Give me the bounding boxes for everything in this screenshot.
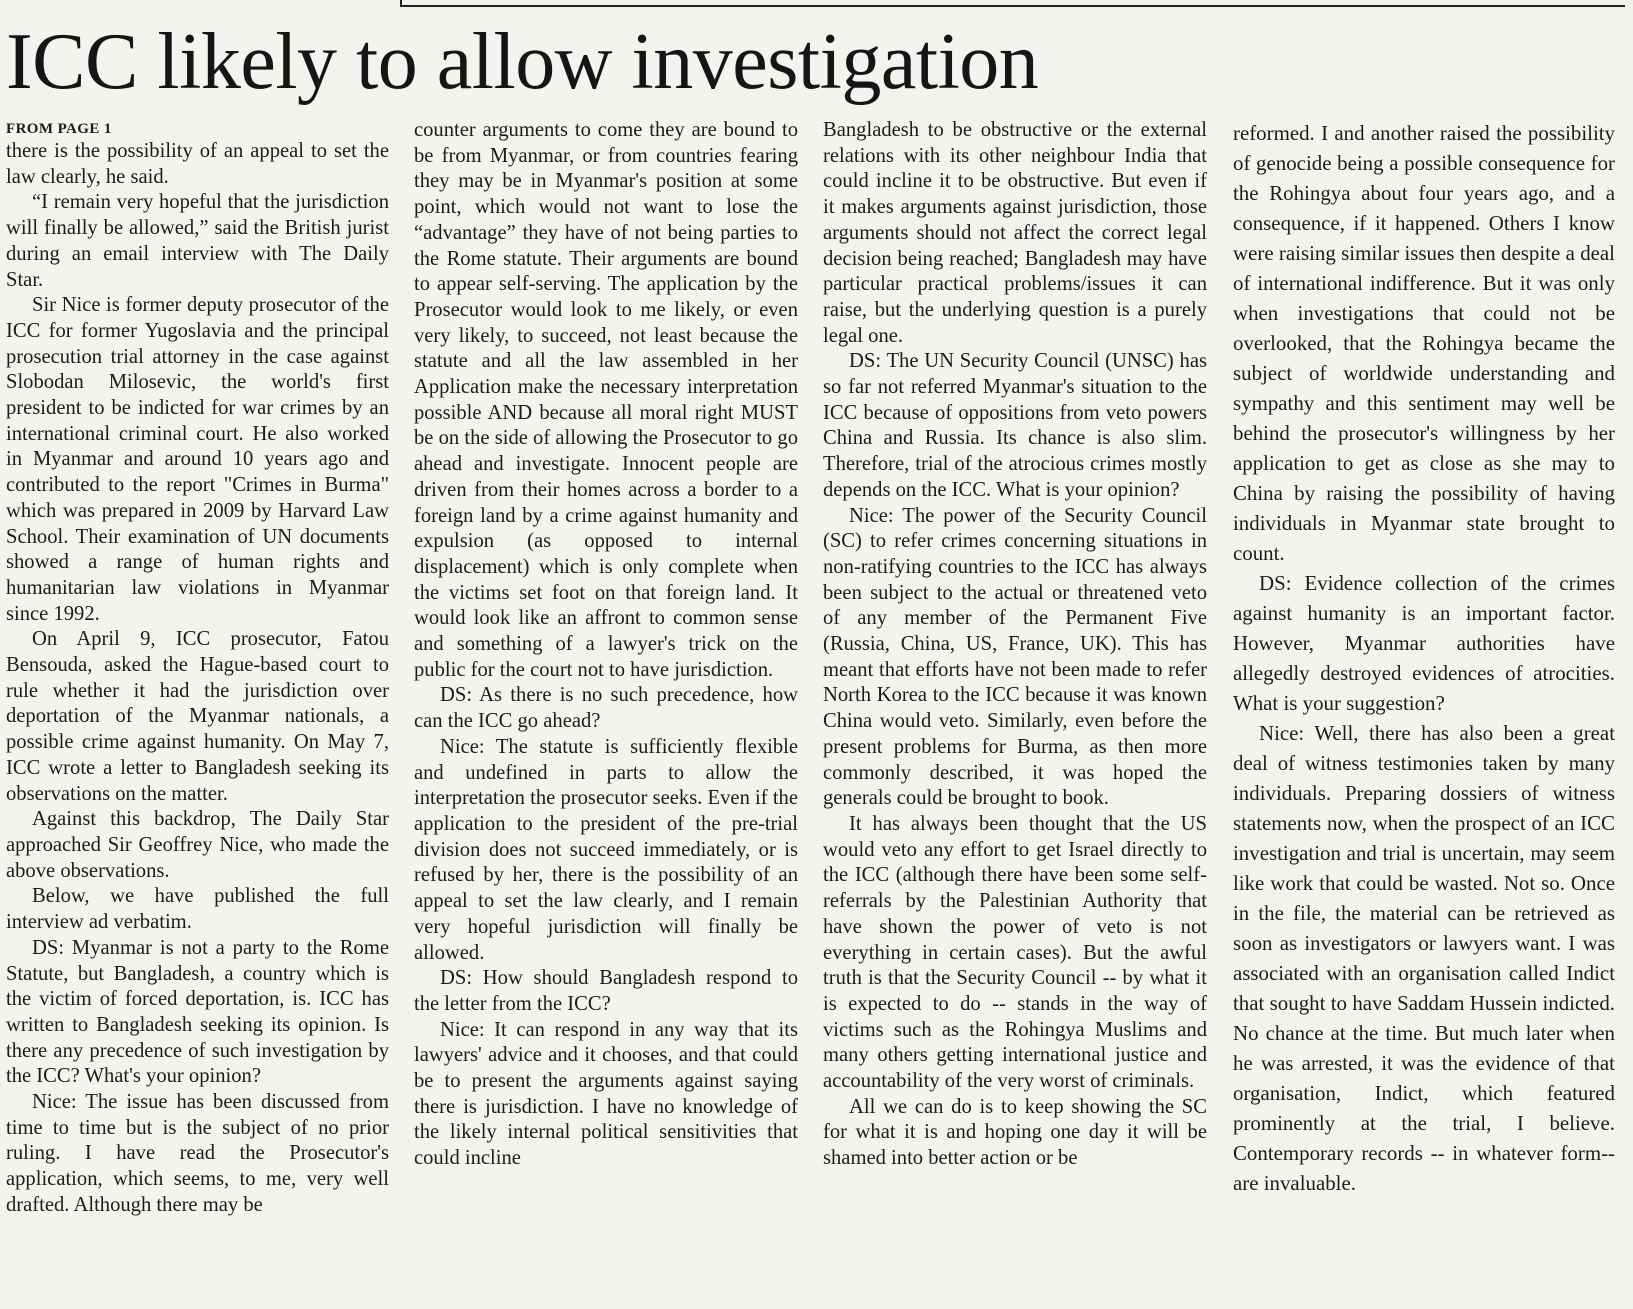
paragraph: DS: How should Bangladesh respond to the letter from the ICC? xyxy=(414,967,798,1015)
paragraph: Nice: Well, there has also been a great deal of witness testimonies taken by many individuals. Preparing dossiers of witness statements now, when the prospect of an ICC investigation and trial is uncertain, may seem like work that could be wasted. Not so. Once in the file, the material can be retrieved as soon as investigators or lawyers want. I was associated with an organisation called Indict that sought to have Saddam Hussein indicted. No chance at the time. But much later when he was arrested, it was the evidence of that organisation, Indict, which featured prominently at the trial, I believe. Contemporary records -- in whatever form-- are invaluable. xyxy=(1233,721,1615,1195)
article-column-2 xyxy=(414,118,798,1303)
top-border-rule xyxy=(400,0,1625,7)
paragraph: DS: Myanmar is not a party to the Rome Statute, but Bangladesh, a country which is the victim of forced deportation, is. ICC has written to Bangladesh seeking its opinion. Is there any precedence of such investigation by the ICC? What's your opinion? xyxy=(6,936,389,1088)
paragraph: It has always been thought that the US would veto any effort to get Israel directly to the ICC (although there have been some self-referrals by the Palestinian Authority that have shown the power of veto is not everything in certain cases). But the awful truth is that the Security Council -- by what it is expected to do -- stands in the way of victims such as the Rohingya Muslims and many others getting international justice and accountability of the very worst of criminals. xyxy=(823,812,1207,1093)
headline: ICC likely to allow investigation xyxy=(6,18,1039,106)
paragraph: “I remain very hopeful that the jurisdiction will finally be allowed,” said the British jurist during an email interview with The Daily Star. xyxy=(6,191,389,291)
article-column-4 xyxy=(1233,118,1615,1303)
paragraph: counter arguments to come they are bound to be from Myanmar, or from countries fearing they may be in Myanmar's position at some point, which would not want to lose the “advantage” they have of not being parties to the Rome statute. Their arguments are bound to appear self-serving. The application by the Prosecutor would look to me likely, or even very likely, to succeed, not least because the statute and all the law assembled in her Application make the necessary interpretation possible AND because all moral right MUST be on the side of allowing the Prosecutor to go ahead and investigate. Innocent people are driven from their homes across a border to a foreign land by a crime against humanity and expulsion (as opposed to internal displacement) which is only complete when the victims set foot on that foreign land. It would look like an affront to common sense and something of a lawyer's trick on the public for the court not to have jurisdiction. xyxy=(414,119,798,681)
paragraph: DS: Evidence collection of the crimes against humanity is an important factor. However, Myanmar authorities have allegedly destroyed evidences of atrocities. What is your suggestion? xyxy=(1233,571,1615,715)
paragraph: Bangladesh to be obstructive or the external relations with its other neighbour India that could incline it to be obstructive. But even if it makes arguments against jurisdiction, those arguments should not affect the correct legal decision being reached; Bangladesh may have particular practical problems/issues it can raise, but the underlying question is a purely legal one. xyxy=(823,119,1207,347)
article-column-3 xyxy=(823,118,1207,1303)
paragraph: Nice: The issue has been discussed from time to time but is the subject of no prior ruling. I have read the Prosecutor's application, which seems, to me, very well drafted. Although there may be xyxy=(6,1091,389,1216)
paragraph: there is the possibility of an appeal to set the law clearly, he said. xyxy=(6,140,389,188)
paragraph: Nice: The statute is sufficiently flexible and undefined in parts to allow the interpretation the prosecutor seeks. Even if the application to the president of the pre-trial division does not succeed immediately, or is refused by her, there is the possibility of an appeal to set the law clearly, and I remain very hopeful jurisdiction will finally be allowed. xyxy=(414,735,798,964)
paragraph: All we can do is to keep showing the SC for what it is and hoping one day it will be shamed into better action or be xyxy=(823,1095,1207,1170)
paragraph: DS: The UN Security Council (UNSC) has so far not referred Myanmar's situation to the ICC because of oppositions from veto powers China and Russia. Its chance is also slim. Therefore, trial of the atrocious crimes mostly depends on the ICC. What is your opinion? xyxy=(823,350,1207,501)
paragraph: Below, we have published the full interview ad verbatim. xyxy=(6,885,389,934)
paragraph: Nice: The power of the Security Council (SC) to refer crimes concerning situations in non-ratifying countries to the ICC has always been subject to the actual or threatened veto of any member of the Permanent Five (Russia, China, US, France, UK). This has meant that efforts have not been made to refer North Korea to the ICC because it was known China would veto. Similarly, even before the present problems for Burma, as then more commonly described, it was hoped the generals could be brought to book. xyxy=(823,504,1207,810)
paragraph: On April 9, ICC prosecutor, Fatou Bensouda, asked the Hague-based court to rule whether it had the jurisdiction over deportation of the Myanmar nationals, a possible crime against humanity. On May 7, ICC wrote a letter to Bangladesh seeking its observations on the matter. xyxy=(6,628,389,805)
from-page-kicker: FROM PAGE 1 xyxy=(6,121,112,137)
paragraph: DS: As there is no such precedence, how can the ICC go ahead? xyxy=(414,684,798,733)
paragraph: Nice: It can respond in any way that its lawyers' advice and it chooses, and that could be to present the arguments against saying there is jurisdiction. I have no knowledge of the likely internal political sensitivities that could incline xyxy=(414,1018,798,1170)
paragraph: Sir Nice is former deputy prosecutor of the ICC for former Yugoslavia and the principal prosecution trial attorney in the case against Slobodan Milosevic, the world's first president to be indicted for war crimes by an international criminal court. He also worked in Myanmar and around 10 years ago and contributed to the report "Crimes in Burma" which was prepared in 2009 by Harvard Law School. Their examination of UN documents showed a range of human rights and humanitarian law violations in Myanmar since 1992. xyxy=(6,294,389,625)
paragraph: Against this backdrop, The Daily Star approached Sir Geoffrey Nice, who made the above observations. xyxy=(6,808,389,882)
paragraph: reformed. I and another raised the possibility of genocide being a possible consequence for the Rohingya about four years ago, and a consequence, if it happened. Others I know were raising similar issues then despite a deal of international indifference. But it was only when investigations that could not be overlooked, that the Rohingya became the subject of worldwide understanding and sympathy and this sentiment may well be behind the prosecutor's willingness by her application to get as close as she may to China by raising the possibility of having individuals in Myanmar state brought to count. xyxy=(1233,121,1615,565)
article-column-1 xyxy=(6,120,389,1305)
